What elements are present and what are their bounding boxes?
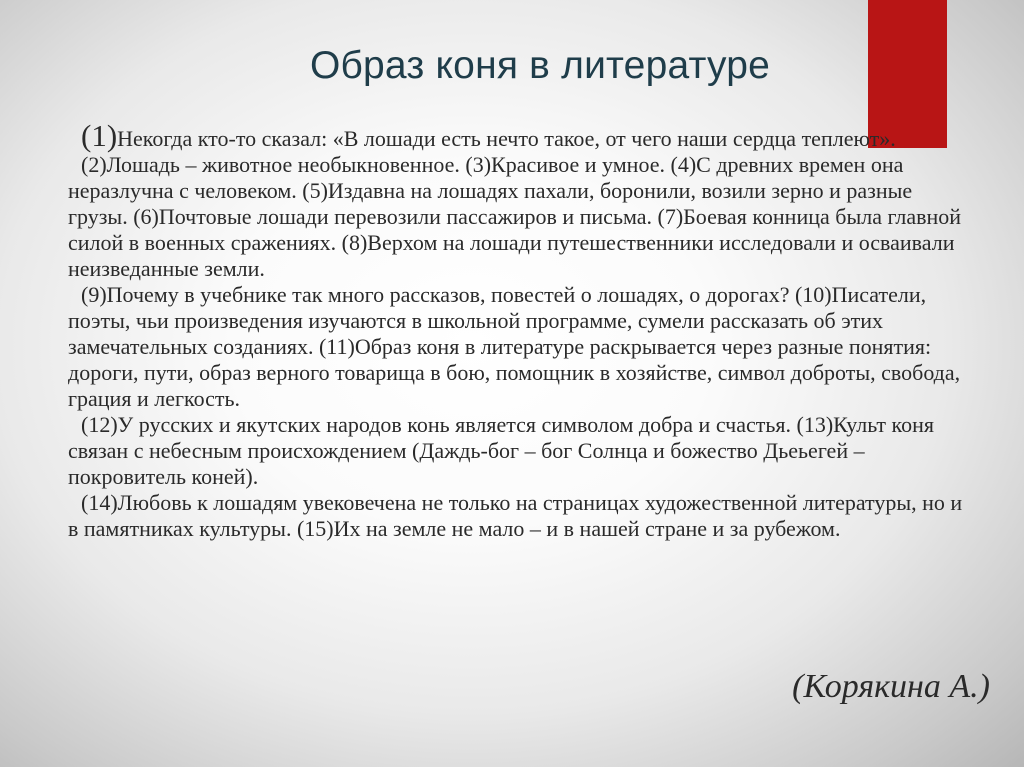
paragraph-5: (14)Любовь к лошадям увековечена не только на страницах художественной литературы, но и в памятниках культуры. (15)Их на земле не мало – и в нашей стране и за рубежом.	[68, 490, 963, 541]
paragraph-3: (9)Почему в учебнике так много рассказов, повестей о лошадях, о дорогах? (10)Писатели, поэты, чьи произведения изучаются в школьной программе, сумели рассказать об этих замечательных созданиях. (11)Образ коня в литературе раскрывается через разные понятия: дороги, пути, образ верного товарища в бою, помощник в хозяйстве, символ доброты, свобода, грация и легкость.	[68, 282, 961, 411]
author-credit: (Корякина А.)	[792, 668, 990, 705]
body-text	[68, 118, 968, 542]
paragraph-1-text: Некогда кто-то сказал: «В лошади есть нечто такое, от чего наши сердца теплеют».	[117, 126, 896, 151]
slide-title: Образ коня в литературе	[309, 44, 771, 87]
paragraph-2: (2)Лошадь – животное необыкновенное. (3)Красивое и умное. (4)С древних времен она неразлучна с человеком. (5)Издавна на лошадях пахали, боронили, возили зерно и разные грузы. (6)Почтовые лошади перевозили пассажиров и письма. (7)Боевая конница была главной силой в военных сражениях. (8)Верхом на лошади путешественники исследовали и осваивали неизведанные земли.	[68, 152, 962, 281]
paragraph-1-lead: (1)	[81, 118, 118, 153]
paragraph-4: (12)У русских и якутских народов конь является символом добра и счастья. (13)Культ коня связан с небесным происхождением (Даждь-бог – бог Солнца и божество Дьеьегей – покровитель коней).	[68, 412, 934, 489]
paragraph-1	[68, 118, 968, 153]
